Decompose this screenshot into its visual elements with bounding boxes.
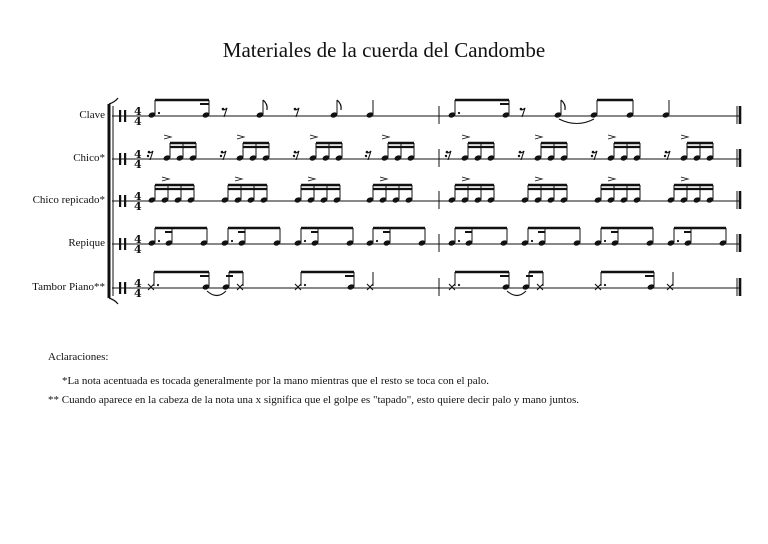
instrument-label-clave: Clave [79,109,105,121]
note-accent: *La nota acentuada es tocada generalmente por la mano mientras que el resto se toca con el palo. [62,375,489,387]
eighth-rest [520,108,523,111]
instrument-label-repique: Repique [68,237,105,249]
augmentation-dot [458,112,460,114]
accent-mark [462,177,469,181]
time-signature-top: 4 [134,105,142,118]
percussion-clef [119,153,121,165]
eighth-rest [665,151,668,154]
sixteenth-rest [591,155,593,157]
sixteenth-rest [365,155,367,157]
tie [507,291,526,296]
eighth-rest [148,151,151,154]
time-signature-top: 4 [134,277,142,290]
time-signature-top: 4 [134,190,142,203]
eighth-rest [366,151,369,154]
time-signature-top: 4 [134,148,142,161]
note-flag [337,100,341,110]
percussion-clef [124,282,126,294]
augmentation-dot [531,240,533,242]
time-signature-top: 4 [134,233,142,246]
note-flag [263,100,267,110]
notes-section [48,351,579,413]
note-tapado: ** Cuando aparece en la cabeza de la nota una x significa que el golpe es "tapado", esto quiere decir palo y mano juntos. [48,394,579,406]
system-bracket [109,298,118,304]
sixteenth-rest [293,155,295,157]
instrument-label-chico-repicado: Chico repicado* [32,194,105,206]
time-signature-bottom: 4 [134,200,142,213]
percussion-clef [119,238,121,250]
eighth-rest [446,151,449,154]
accent-mark [235,177,242,181]
accent-mark [310,135,317,139]
accent-mark [237,135,244,139]
augmentation-dot [604,240,606,242]
augmentation-dot [231,240,233,242]
sixteenth-rest [518,155,520,157]
percussion-clef [119,195,121,207]
percussion-clef [124,195,126,207]
accent-mark [380,177,387,181]
augmentation-dot [458,284,460,286]
percussion-clef [124,153,126,165]
eighth-rest [222,108,225,111]
note-flag [561,100,565,110]
augmentation-dot [304,240,306,242]
percussion-clef [124,110,126,122]
sixteenth-rest [220,155,222,157]
augmentation-dot [376,240,378,242]
augmentation-dot [604,284,606,286]
eighth-rest [294,108,297,111]
eighth-rest [592,151,595,154]
accent-mark [681,177,688,181]
time-signature-bottom: 4 [134,115,142,128]
sixteenth-rest [147,155,149,157]
accent-mark [462,135,469,139]
page-title: Materiales de la cuerda del Candombe [222,38,546,62]
time-signature-bottom: 4 [134,158,142,171]
augmentation-dot [458,240,460,242]
time-signature-bottom: 4 [134,287,142,300]
augmentation-dot [158,240,160,242]
accent-mark [608,177,615,181]
sixteenth-rest [445,155,447,157]
sixteenth-rest [664,155,666,157]
instrument-label-chico: Chico* [73,152,105,164]
accent-mark [382,135,389,139]
time-signature-bottom: 4 [134,243,142,256]
accent-mark [162,177,169,181]
accent-mark [608,135,615,139]
accent-mark [535,177,542,181]
accent-mark [535,135,542,139]
accent-mark [681,135,688,139]
tie [207,291,226,296]
augmentation-dot [304,284,306,286]
augmentation-dot [677,240,679,242]
percussion-clef [124,238,126,250]
eighth-rest [294,151,297,154]
instrument-label-tambor-piano: Tambor Piano** [32,281,105,293]
accent-mark [164,135,171,139]
system-bracket [109,98,118,104]
augmentation-dot [158,112,160,114]
percussion-clef [119,282,121,294]
eighth-rest [221,151,224,154]
augmentation-dot [157,284,159,286]
notes-heading: Aclaraciones: [48,351,109,363]
eighth-rest [519,151,522,154]
accent-mark [308,177,315,181]
tie [559,119,594,124]
percussion-clef [119,110,121,122]
